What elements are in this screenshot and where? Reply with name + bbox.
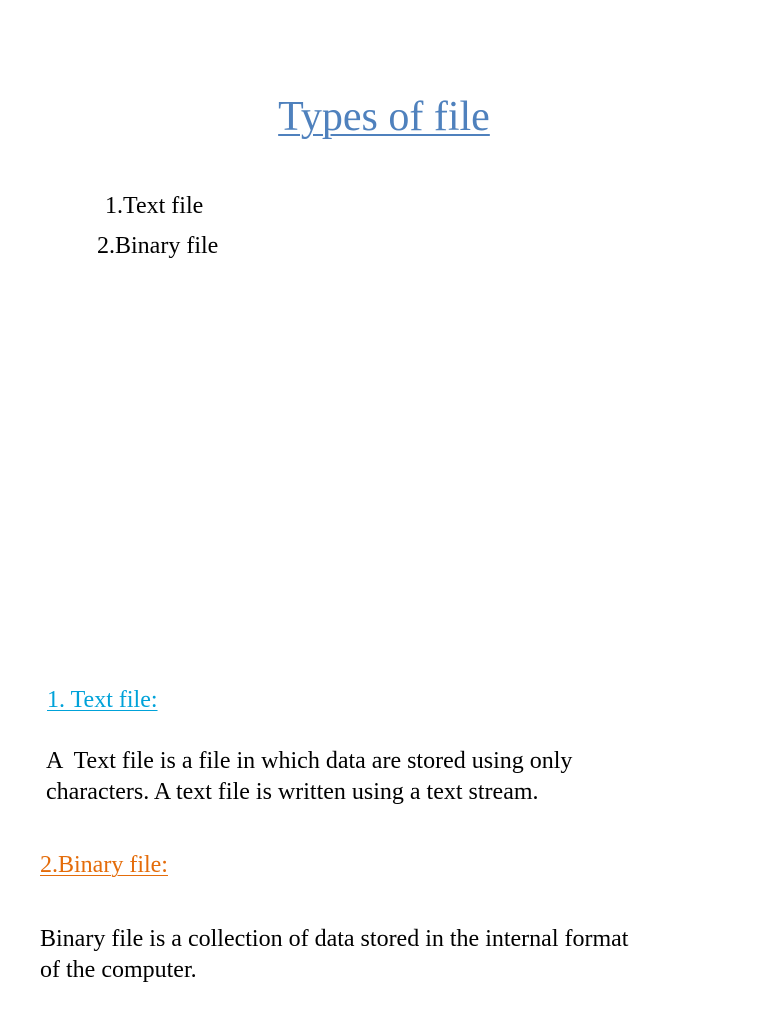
page-title: Types of file [278, 94, 490, 140]
binary-file-description-line-2: of the computer. [40, 957, 197, 983]
section-heading-binary-file: 2.Binary file: [40, 852, 168, 878]
list-item-binary-file: 2.Binary file [97, 233, 219, 259]
section-heading-text-file: 1. Text file: [47, 687, 158, 713]
text-file-description-line-2: characters. A text file is written using a text stream. [46, 779, 539, 805]
binary-file-description [40, 924, 700, 986]
text-file-description-line-1: A Text file is a file in which data are stored using only [46, 748, 573, 774]
list-item-text-file: 1.Text file [105, 193, 204, 219]
text-file-description [46, 746, 646, 808]
binary-file-description-line-1: Binary file is a collection of data stored in the internal format [40, 926, 629, 952]
